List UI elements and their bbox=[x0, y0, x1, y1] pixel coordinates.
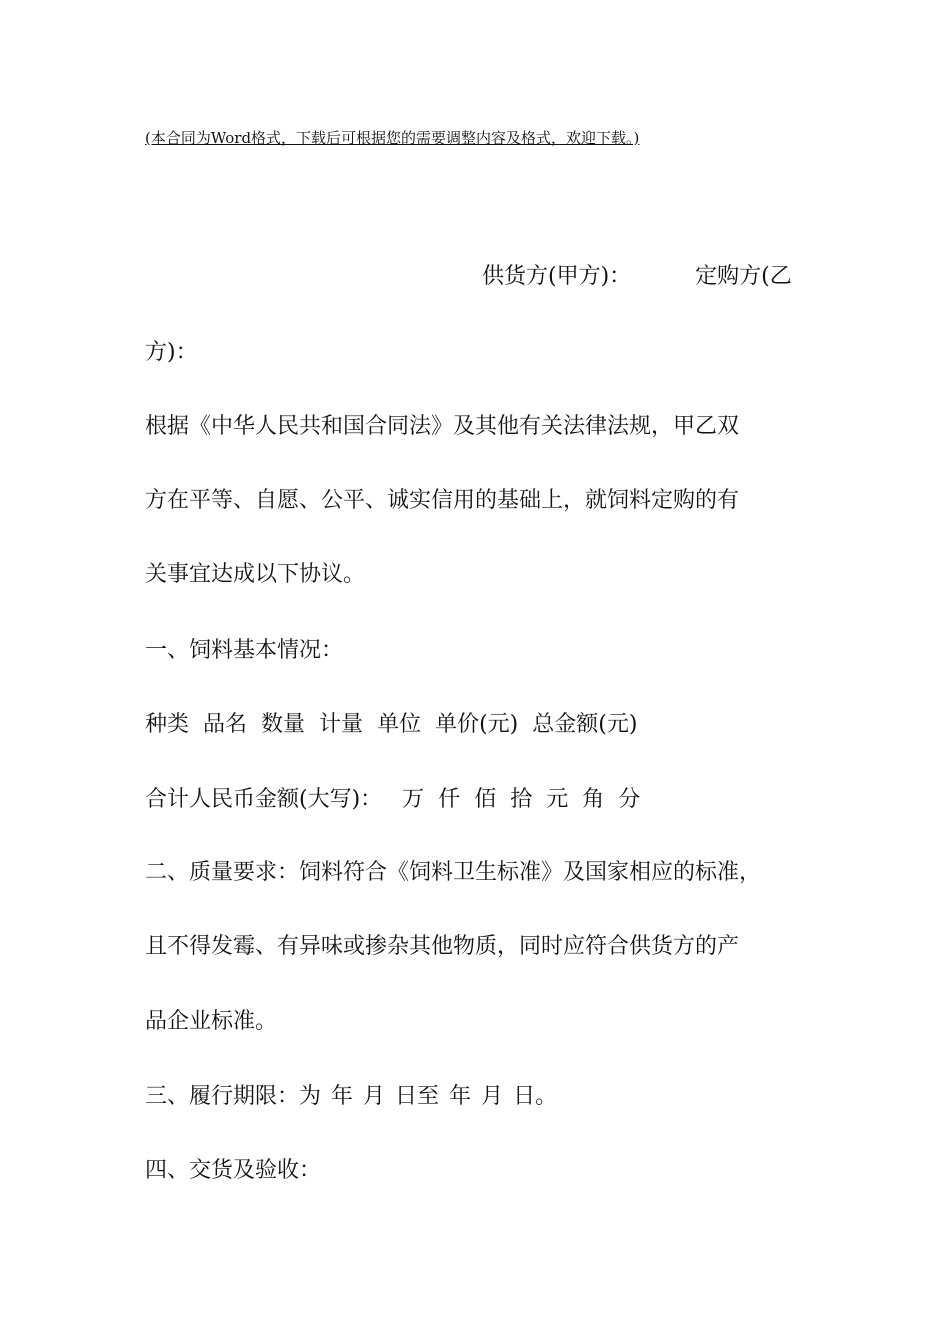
term-prefix: 三、履行期限：为 bbox=[145, 1084, 322, 1109]
intro-paragraph-line-1: 根据《中华人民共和国合同法》及其他有关法律法规，甲乙双 bbox=[145, 414, 740, 439]
term-end-year: 年 bbox=[449, 1084, 472, 1109]
column-unit: 单位 bbox=[377, 712, 422, 737]
supplier-label: 供货方(甲方)： bbox=[482, 264, 632, 289]
column-product-name: 品名 bbox=[203, 712, 248, 737]
term-start-month: 月 bbox=[363, 1084, 386, 1109]
term-end-day: 日。 bbox=[513, 1084, 558, 1109]
column-measure: 计量 bbox=[319, 712, 364, 737]
section-2-line-2: 且不得发霉、有异味或掺杂其他物质，同时应符合供货方的产 bbox=[145, 934, 740, 959]
section-2-line-1: 二、质量要求：饲料符合《饲料卫生标准》及国家相应的标准， bbox=[145, 860, 762, 885]
format-note: (本合同为Word格式，下载后可根据您的需要调整内容及格式，欢迎下载。) bbox=[145, 129, 640, 147]
total-amount-line bbox=[145, 785, 640, 815]
unit-qian: 仟 bbox=[438, 787, 461, 812]
intro-paragraph-line-2: 方在平等、自愿、公平、诚实信用的基础上，就饲料定购的有 bbox=[145, 488, 740, 513]
section-3-term-line bbox=[145, 1082, 557, 1112]
section-1-title: 一、饲料基本情况： bbox=[145, 638, 344, 663]
column-total-amount: 总金额(元) bbox=[532, 712, 638, 737]
total-amount-label: 合计人民币金额(大写)： bbox=[145, 787, 383, 812]
term-start-day: 日至 bbox=[395, 1084, 440, 1109]
unit-jiao: 角 bbox=[582, 787, 605, 812]
column-type: 种类 bbox=[145, 712, 190, 737]
section-2-line-3: 品企业标准。 bbox=[145, 1009, 278, 1034]
term-end-month: 月 bbox=[481, 1084, 504, 1109]
unit-yuan: 元 bbox=[546, 787, 569, 812]
term-start-year: 年 bbox=[331, 1084, 354, 1109]
unit-bai: 佰 bbox=[474, 787, 497, 812]
parties-line bbox=[482, 262, 792, 292]
buyer-label: 定购方(乙 bbox=[695, 264, 792, 289]
feed-table-header bbox=[145, 710, 637, 740]
section-4-title: 四、交货及验收： bbox=[145, 1158, 322, 1183]
unit-shi: 拾 bbox=[510, 787, 533, 812]
buyer-label-continued: 方)： bbox=[145, 340, 198, 365]
intro-paragraph-line-3: 关事宜达成以下协议。 bbox=[145, 562, 366, 587]
unit-wan: 万 bbox=[402, 787, 425, 812]
column-unit-price: 单价(元) bbox=[435, 712, 519, 737]
column-quantity: 数量 bbox=[261, 712, 306, 737]
unit-fen: 分 bbox=[618, 787, 641, 812]
